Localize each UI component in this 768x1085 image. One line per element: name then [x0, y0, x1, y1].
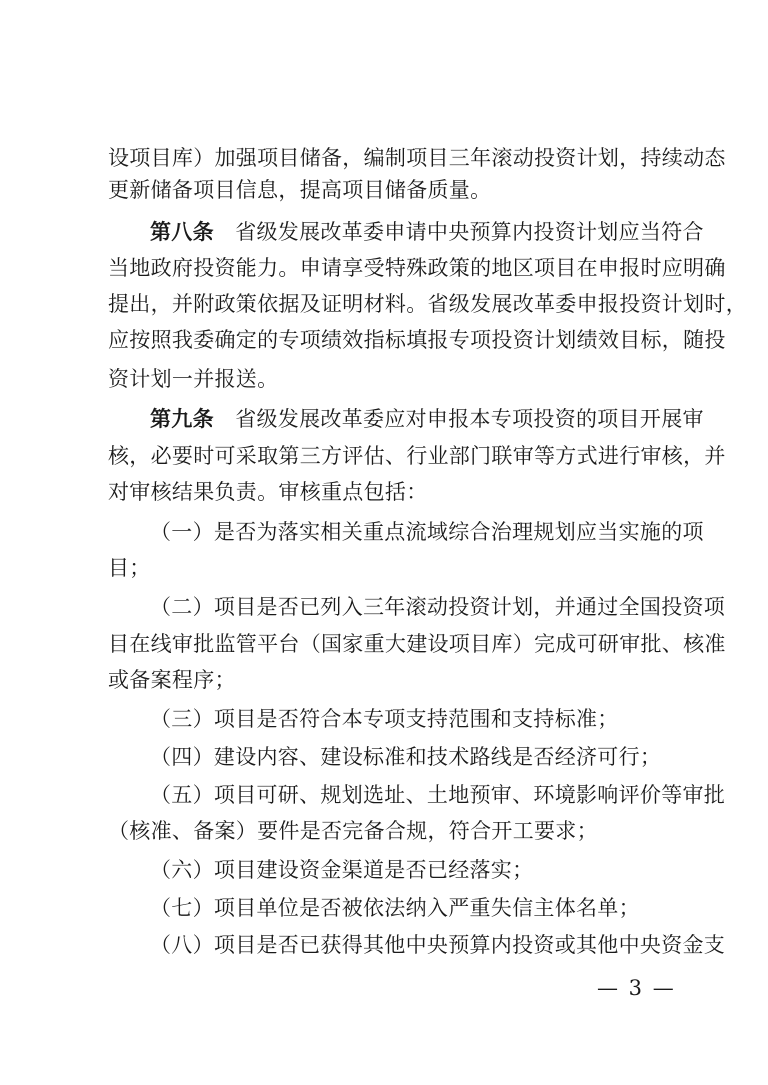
list-item-8-line: （八）项目是否已获得其他中央预算内投资或其他中央资金支 — [150, 933, 726, 957]
text-line: 提出，并附政策依据及证明材料。省级发展改革委申报投资计划时， — [108, 292, 747, 316]
article-9-line: 第九条 省级发展改革委应对申报本专项投资的项目开展审 — [150, 406, 704, 431]
text-line: 设项目库）加强项目储备，编制项目三年滚动投资计划，持续动态 — [108, 146, 726, 170]
text-line: 当地政府投资能力。申请享受特殊政策的地区项目在申报时应明确 — [108, 256, 726, 280]
list-item-5-line: （五）项目可研、规划选址、土地预审、环境影响评价等审批 — [150, 783, 726, 807]
page-number: — 3 — — [597, 976, 676, 1000]
text-line: 核，必要时可采取第三方评估、行业部门联审等方式进行审核，并 — [108, 444, 726, 468]
list-item-7-line: （七）项目单位是否被依法纳入严重失信主体名单； — [150, 896, 640, 920]
list-item-3-line: （三）项目是否符合本专项支持范围和支持标准； — [150, 707, 619, 731]
list-item-6-line: （六）项目建设资金渠道是否已经落实； — [150, 858, 534, 882]
text-line: 对审核结果负责。审核重点包括： — [108, 480, 428, 504]
text-line: （核准、备案）要件是否完备合规，符合开工要求； — [108, 819, 598, 843]
list-item-1-line: （一）是否为落实相关重点流域综合治理规划应当实施的项 — [150, 520, 704, 544]
article-8-line: 第八条 省级发展改革委申请中央预算内投资计划应当符合 — [150, 219, 704, 244]
list-item-2-line: （二）项目是否已列入三年滚动投资计划，并通过全国投资项 — [150, 595, 726, 619]
article-heading: 第九条 — [150, 406, 214, 431]
text-line: 目在线审批监管平台（国家重大建设项目库）完成可研审批、核准 — [108, 632, 726, 656]
list-item-4-line: （四）建设内容、建设标准和技术路线是否经济可行； — [150, 745, 662, 769]
text-line: 资计划一并报送。 — [108, 367, 279, 391]
text-line: 目； — [108, 556, 151, 580]
text-line: 应按照我委确定的专项绩效指标填报专项投资计划绩效目标，随投 — [108, 328, 726, 352]
article-heading: 第八条 — [150, 219, 214, 244]
text-line: 更新储备项目信息，提高项目储备质量。 — [108, 178, 492, 202]
text-line: 或备案程序； — [108, 668, 236, 692]
